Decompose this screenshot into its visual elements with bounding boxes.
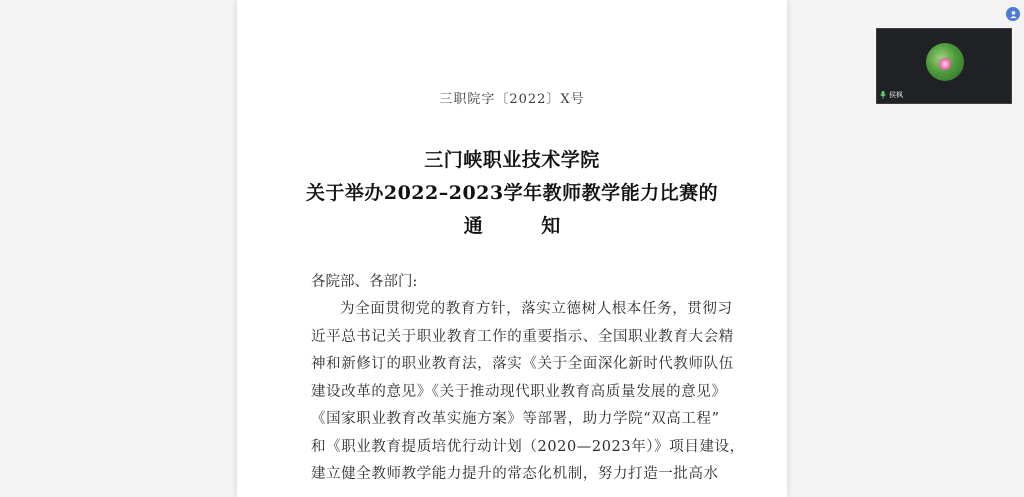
body-line: 《国家职业教育改革实施方案》等部署，助力学院“双高工程” [311, 411, 720, 427]
body-line: 建立健全教师教学能力提升的常态化机制，努力打造一批高水 [311, 466, 719, 482]
body-line: 为全面贯彻党的教育方针，落实立德树人根本任务，贯彻习 [340, 301, 733, 317]
microphone-icon [880, 91, 886, 99]
body-line: 建设改革的意见》《关于推动现代职业教育高质量发展的意见》 [311, 383, 727, 400]
participant-name: 侯枫 [889, 91, 903, 99]
body-line: 和《职业教育提质培优行动计划（2020—2023年）》项目建设， [311, 438, 745, 455]
user-icon [1009, 10, 1018, 19]
document-body [311, 296, 745, 489]
salutation: 各院部、各部门: [311, 274, 418, 290]
body-line: 神和新修订的职业教育法，落实《关于全面深化新时代教师队伍 [311, 356, 734, 372]
document-title-line-3: 通 知 [463, 215, 587, 237]
document-page [237, 0, 787, 497]
participants-button[interactable] [1006, 7, 1020, 21]
avatar-image [939, 58, 951, 70]
participant-label [880, 90, 903, 100]
document-title-line-1: 三门峡职业技术学院 [424, 149, 600, 171]
body-line: 近平总书记关于职业教育工作的重要指示、全国职业教育大会精 [311, 328, 734, 345]
document-title-line-2: 关于举办2022–2023学年教师教学能力比赛的 [305, 182, 719, 204]
avatar [926, 43, 964, 81]
participant-video-tile[interactable] [876, 28, 1012, 104]
document-number: 三职院字〔2022〕X号 [439, 92, 585, 107]
